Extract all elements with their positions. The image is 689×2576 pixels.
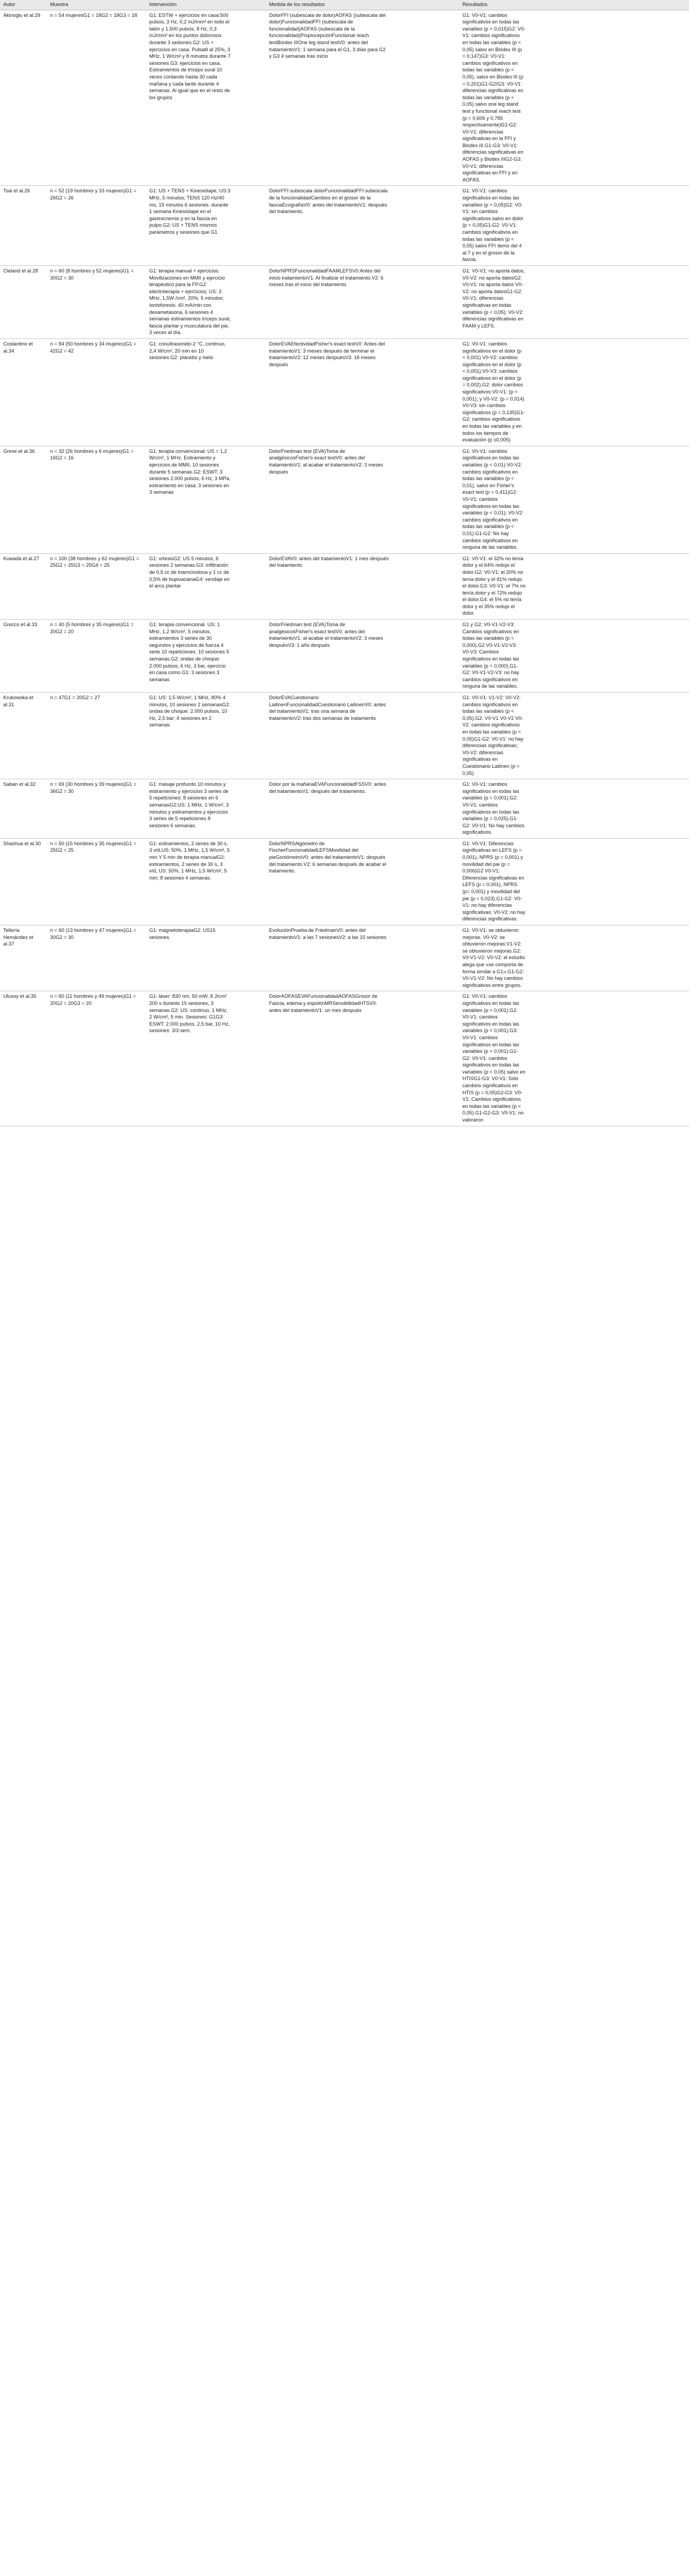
cell-medida <box>266 838 459 925</box>
cell-muestra <box>47 991 146 1126</box>
table-row <box>0 991 689 1126</box>
cell-muestra-text: n = 60 (13 hombres y 47 mujeres)G1 = 30G2 = 30 <box>50 928 137 940</box>
cell-medida-text: DolorEVAEfectividadFisher's exact testV0: Antes del tratamientoV1: 3 meses después de terminar el tratamientoV2: 12 meses despuésV3: 18 meses después <box>269 341 385 367</box>
cell-resultados <box>459 779 689 839</box>
cell-muestra <box>47 838 146 925</box>
cell-autor <box>0 446 47 553</box>
cell-autor-text: Ulusoy et al.35 <box>3 993 36 999</box>
table-row <box>0 265 689 338</box>
cell-intervencion-text: G1: terapia manual + ejercicios. Movilizaciones en MMII y ejercicio terapéutico para la FP.G2: electroterapia + ejercicios; US: 3 MHz, 1,5W /cm², 20%, 5 minutos; Iontoforesis: 40 mA/min con dexametasona, 6 sesiones 4 semanas estiramientos tríceps sural, fascia plantar y musculatura del pie, 3 veces al día. <box>149 268 231 336</box>
cell-medida <box>266 338 459 446</box>
cell-intervencion <box>146 265 266 338</box>
cell-autor-text: Kuwada et al.27 <box>3 555 39 561</box>
cell-intervencion-text: G1: US: 1,5 W/cm², 1 MHz, 80% 4 minutos, 10 sesiones 2 semanasG2: ondas de choque: 2.000 pulsos, 10 Hz, 2,5 bar; 4 sesiones en 2 semanas. <box>149 695 230 728</box>
cell-resultados <box>459 446 689 553</box>
cell-medida-text: DolorNPRSFuncionalidadFAAMLEFSV0:Antes del inicio tratamientoV1: Al finalizar el tratamiento.V2: 6 meses tras el inicio del tratamiento. <box>269 268 383 288</box>
cell-resultados-text: G1 y G2: V0-V1-V2-V3: Cambios significativos en todas las variables (p = 0,000).G2 V0-V1-V2-V3: V0-V3: Cambios significativos en todas las variables (p = 0,000).G1-G2: V0-V1-V2-V3: no hay cambios significativos en ninguna de las variables. <box>462 622 520 689</box>
cell-autor-text: Cleland et al.28 <box>3 268 38 274</box>
cell-muestra-text: n = 40 (5 hombres y 35 mujeres)G1 = 20G2 = 20 <box>50 622 134 634</box>
cell-medida-text: EvoluciónPrueba de FriedmanV0: antes del tratamientoV1: a las 7 sesionesV2: a las 15 sesiones <box>269 928 387 940</box>
cell-autor-text: Krukowska et al.31 <box>3 695 34 707</box>
table-row <box>0 838 689 925</box>
cell-intervencion <box>146 620 266 693</box>
cell-autor-text: Tellería Hernández et al.37 <box>3 928 34 947</box>
table-row <box>0 446 689 553</box>
cell-resultados-text: G1: V0-V1: cambios significativos en todas las variables (p = 0,001).G2: V0-V1: cambios significativos en todas las variables (p = 0,025).G1-G2: V0-V1: No hay cambios significativos. <box>462 781 525 835</box>
table-row <box>0 553 689 619</box>
cell-muestra <box>47 779 146 839</box>
cell-medida-text: DolorFFI (subescala de dolor)AOFAS (subescala del dolor)FuncionalidadFFI (subescala de funcionalidad)AOFAS (subescala de la funcionalidad)PropiocepciónFunctional reach testBiodex IIIOne leg stand testV0: antes del tratamientoV1: 1 semana para el G1, 3 días para G2 y G3 4 semanas tras inicio <box>269 12 386 59</box>
table-header <box>0 0 689 10</box>
cell-muestra <box>47 620 146 693</box>
cell-muestra-text: n = 32 (26 hombres y 6 mujeres)G1 = 16G2 = 16 <box>50 448 134 461</box>
header-row <box>0 0 689 10</box>
cell-muestra-text: n = 60 (11 hombres y 49 mujeres)G1 = 20G2 = 20G3 = 20 <box>50 993 136 1006</box>
cell-autor <box>0 779 47 839</box>
cell-intervencion-text: G1: crioultrasonido-2 °C, continuo, 2,4 W/cm², 20 min en 10 sesiones.G2: placebo y hielo <box>149 341 226 361</box>
cell-intervencion-text: G1: estiramientos, 2 series de 30 s, 3 v/d,US: 50%, 1 MHz, 1,5 W/cm², 5 min Y 5 min de terapia manualG2: estiramientos, 2 series de 30 s, 3 v/d, US: 50%, 1 MHz, 1,5 W/cm², 5 min; 8 sesiones 4 semanas. <box>149 840 230 881</box>
results-table <box>0 0 689 1126</box>
cell-muestra-text: n = 54 mujeresG1 = 18G2 = 18G3 = 18 <box>50 12 137 18</box>
table-row <box>0 779 689 839</box>
cell-muestra <box>47 338 146 446</box>
table-body <box>0 10 689 1126</box>
cell-resultados <box>459 693 689 779</box>
cell-resultados-text: G1: V0-V1: no aporta datos; V0-V2: no aporta datosG2: V0-V1: no aporta datos V0-V2: no aporta datosG1-G2: V0-V1: diferencias significativas en todas variables (p < 0,05); V0-V2: diferencias significativas en FAAM y LEFS. <box>462 268 525 329</box>
cell-intervencion-text: G1: US + TENS + Kinesiotape, US:3 MHz, 5 minutos; TENS 120 Hz/40 ms, 15 minutos 6 sesiones. durante 1 semana Kinesiotape en el gastrocnemio y en la fascia en pulpo.G2: US + TENS mismos parámetros y sesiones que G1 <box>149 188 230 235</box>
cell-autor-text: Akinoglu et al.29 <box>3 12 40 18</box>
cell-resultados-text: G1: V0-V1: cambios significativos en todas las variables (p < 0,015)G2: V0-V1: cambios significativos en todas las variables (p < 0,05) salvo en Biodex III (p = 0,147)G3: V0-V1: cambios significativos en todas las variables (p < 0,05), salvo en Biodex III (p = 0,201)G1-G2/G3: V0-V1: diferencias significativas en todas las variables (p < 0,05) salvo one leg stand test y functional reach test (p = 0,606 y 0,785 respectivamente)G1-G2: V0-V1: diferencias significativas en la FFI y Biodex III.G1-G3: V0-V1: diferencias significativas en AOFAS y Biodex IIIG2-G3: V0-V1: diferencias significativas en FFI y en AOFAS. <box>462 12 526 183</box>
cell-resultados-text: G1: V0-V1: cambios significativos en todas las variables (p < 0,01) V0-V2: cambios significativos en todas las variables (p < 0,01), salvo en Fisher's exact test (p = 0,411)G2: V0-V1: cambios significativos en todas las variables (p < 0,01); V0-V2: cambios significativos en todas las variables (p < 0,01).G1-G2: No hay cambios significativos en ninguna de las variables. <box>462 448 524 550</box>
cell-muestra <box>47 553 146 619</box>
cell-muestra <box>47 265 146 338</box>
cell-medida-text: DolorNPRSAlgómetro de FischerFuncionalidadLEFSMovilidad del pieGoniómetroV0: antes del tratamientoV1: después del tratamiento.V2: 6 semanas después de acabar el tratamiento. <box>269 840 387 874</box>
cell-medida <box>266 991 459 1126</box>
cell-medida-text: DolorAOFASEVAFuncionalidadAOFASGrosor de Fascia, edema y espolónMRSensibilidadHTSV0: antes del tratamientoV1: un mes después <box>269 993 377 1013</box>
cell-intervencion <box>146 779 266 839</box>
header-muestra: Muestra <box>47 0 146 10</box>
cell-muestra <box>47 446 146 553</box>
cell-muestra-text: n = 60 (8 hombres y 52 mujeres)G1 = 30G2 = 30 <box>50 268 134 281</box>
cell-intervencion <box>146 838 266 925</box>
cell-medida <box>266 265 459 338</box>
cell-resultados <box>459 991 689 1126</box>
table-row <box>0 925 689 991</box>
cell-intervencion-text: G1: terapia convencional. US: 1 MHz, 1,2 W/cm², 5 minutos, estiramientos 3 series de 30 segundos y ejercicios de fuerza 4 serie 10 repeticiones. 10 sesiones 5 semanas.G2: ondas de choque: 2.000 pulsos, 6 Hz, 3 bar, ejercicio en casa como G1: 3 sesiones 3 semanas <box>149 622 229 682</box>
cell-resultados <box>459 265 689 338</box>
table-row <box>0 620 689 693</box>
cell-autor <box>0 693 47 779</box>
cell-medida <box>266 779 459 839</box>
cell-medida-text: DolorEVAV0: antes del tratamientoV1: 1 mes después del tratamiento <box>269 555 389 568</box>
header-medida: Medida de los resultados <box>266 0 459 10</box>
cell-medida-text: DolorFFI subescala dolorFuncionalidadFFI subescala de la funcionalidadCambios en el grosor de la fasciaEcografíaV0: antes del tratamientoV1: después del tratamiento. <box>269 188 388 215</box>
cell-intervencion-text: G1: ortesisG2: US 5 minutos, 6 sesiones 2 semanas.G3: infiltración de 0,5 cc de triamcinolona y 1 cc de 0,5% de bupivacainaG4: vendaje en el arco plantar <box>149 555 230 589</box>
cell-muestra <box>47 10 146 186</box>
cell-autor <box>0 620 47 693</box>
cell-autor-text: Tsai et al.26 <box>3 188 31 194</box>
cell-resultados-text: G1: V0-V1: cambios significativos en todas las variables (p < 0,05)G2: V0-V1: sin cambios significativos salvo en dolor (p < 0,05)G1-G2: V0-V1: cambios significativos en todas las variables (p < 0,05) salvo FFI ítems del 4 al 7 y en el grosor de la fascia. <box>462 188 523 263</box>
cell-autor <box>0 265 47 338</box>
header-autor: Autor <box>0 0 47 10</box>
cell-intervencion <box>146 10 266 186</box>
cell-resultados-text: G1: V0-V1: Diferencias significativas en LEFS (p = 0,001), NPRS (p = 0,001) y movilidad del pie (p = 0,006)G2 V0-V1: Diferencias significativas en LEFS (p = 0,001), NPRS (p= 0,001) y movilidad del pie (p = 0,023).G1-G2: V0-V1: no hay diferencias significativas; V0-V2: no hay diferencias significativas. <box>462 840 526 922</box>
cell-medida <box>266 925 459 991</box>
cell-resultados <box>459 553 689 619</box>
cell-medida <box>266 693 459 779</box>
table-row <box>0 10 689 186</box>
cell-medida-text: DolorEVACuestionario LaitinenFuncionalidadCuestionario LaitinenV0: antes del tratamientoV1: tras una semana de tratamientoV2: tras dos semanas de tratamiento <box>269 695 386 721</box>
cell-autor <box>0 10 47 186</box>
cell-resultados <box>459 925 689 991</box>
cell-intervencion <box>146 991 266 1126</box>
cell-intervencion-text: G1: masaje profundo 10 minutos y estiramiento y ejercicios 3 series de 5 repeticiones; 8 sesiones en 6 semanasG2:US: 1 MHz, 1 W/cm², 3 minutos y estiramientos y ejercicios 3 series de 5 repeticiones 8 sesiones 6 semanas. <box>149 781 229 828</box>
cell-intervencion-text: G1: terapia convencional: US = 1,2 W/cm², 1 MHz. Estiramiento y ejercicios de MMII, 10 sesiones durante 5 semanas.G2: ESWT: 3 sesiones 2.000 pulsos, 6 Hz, 3 MPa, estiramiento en casa; 3 sesiones en 3 semanas <box>149 448 231 495</box>
cell-muestra <box>47 186 146 266</box>
cell-resultados-text: G1: V0-V1: el 32% no tenía dolor y el 64% redujo el dolor.G2: V0-V1: el 20% no tenía dolor y el 81% redujo el dolor.G3: V0-V1: el 7% no tenía dolor y el 72% redujo el dolor.G4: el 5% no tenía dolor y el 35% redujo el dolor. <box>462 555 526 616</box>
cell-intervencion <box>146 925 266 991</box>
cell-autor-text: Saban et al.32 <box>3 781 36 787</box>
cell-medida-text: Dolor por la mañanaEVAFuncionalidadFSSV0: antes del tratamientoV1: después del tratamiento. <box>269 781 386 794</box>
cell-autor-text: Shashua et al.30 <box>3 840 41 846</box>
cell-medida <box>266 10 459 186</box>
cell-resultados <box>459 10 689 186</box>
cell-intervencion <box>146 446 266 553</box>
cell-resultados-text: G1: V0-V1: cambios significativos en el dolor (p < 0,001) V0-V2: cambios significativos en el dolor (p < 0,001);V0-V3: cambios significativos en el dolor (p = 0,002).G2: dolor cambios significativos V0-V1: (p < 0,001); y V0-V2: (p = 0,014) V0-V3: sin cambios significativos (p = 0,135)G1-G2: cambios significativos en todas las variables y en todos los tiempos de evaluación (p ≤0,005) <box>462 341 525 443</box>
table-row <box>0 186 689 266</box>
cell-intervencion <box>146 693 266 779</box>
cell-autor <box>0 925 47 991</box>
cell-resultados <box>459 338 689 446</box>
cell-medida-text: DolorFriedman test (EVA)Toma de analgésicosFisher's exact testV0: antes del tratamientoV1: al acabar el tratamientoV2: 3 meses despuésV3: 1 año después <box>269 622 383 648</box>
cell-resultados <box>459 186 689 266</box>
cell-autor <box>0 553 47 619</box>
cell-intervencion-text: G1: láser: 830 nm, 50 mW, 8 J/cm² 200 s durante 15 sesiones, 3 semanas.G2: US: continuo, 1 MHz, 2 W/cm², 5 min. Sesiones: G1G3: ESWT: 2.000 pulsos, 2,5 bar, 10 Hz, sesiones: 3/3 sem. <box>149 993 230 1034</box>
cell-intervencion-text: G1: ESTW + ejercicios en casa:500 pulsos, 3 Hz, 0,2 mJ/mm² en todo el talón y 1.500 pulsos, 8 Hz, 0,3 mJ/mm² en los puntos dolorosos durante 3 sesiones.G2: US + ejercicios en casa. Pulsatil al 25%, 3 MHz, 1 W/cm² y 8 minutos durante 7 sesiones.G3: ejercicios en casa. Estiramientos de tríceps sural 10 veces contando hasta 30 cada mañana y cada tarde durante 4 semanas. Al igual que en el resto de los grupos <box>149 12 231 100</box>
cell-intervencion <box>146 553 266 619</box>
table-row <box>0 693 689 779</box>
cell-autor <box>0 338 47 446</box>
header-intervencion: Intervención <box>146 0 266 10</box>
table-row <box>0 338 689 446</box>
cell-resultados-text: G1: V0-V1: cambios significativos en todas las variables (p < 0,001).G2: V0-V1: cambios significativos en todas las variables (p < 0,001).G3: V0-V1: cambios significativos en todas las variables (p < 0,001).G1-G2: V0-V1: cambios significativos en todas las variables (p < 0,05) salvo en HTISG1-G3: V0-V1: Solo cambios significativos en HTIS (p = 0,05)G2-G3: V0-V1: Cambios significativos en todas las variables (p < 0,05).G1-G2-G3: V0-V1: no valoraron <box>462 993 526 1123</box>
cell-resultados <box>459 838 689 925</box>
cell-resultados-text: G1: V0-V1: se obtuvieron mejoras. V0-V2: se obtuvieron mejoras;V1-V2: se obtuvieron mejoras.G2: V0-V1-V2: V0-V2: el estudio alega que «se comporta de forma similar a G1».G1-G2: V0-V1-V2: No hay cambios significativos entre grupos. <box>462 928 525 988</box>
cell-muestra <box>47 925 146 991</box>
cell-muestra-text: n = 52 (19 hombres y 33 mujeres)G1 = 26G2 = 26 <box>50 188 137 201</box>
cell-medida <box>266 553 459 619</box>
cell-muestra-text: n = 100 (38 hombres y 62 mujeres)G1 = 25G2 = 25G3 = 25G4 = 25 <box>50 555 139 568</box>
cell-muestra-text: n = 50 (15 hombres y 35 mujeres)G1 = 25G2 = 25 <box>50 840 137 853</box>
header-resultados: Resultados <box>459 0 689 10</box>
cell-intervencion <box>146 186 266 266</box>
cell-resultados <box>459 620 689 693</box>
cell-autor-text: Greve et al.36 <box>3 448 35 454</box>
cell-medida <box>266 620 459 693</box>
cell-autor <box>0 186 47 266</box>
cell-autor <box>0 991 47 1126</box>
cell-muestra-text: n = 47G1 = 20G2 = 27 <box>50 695 100 700</box>
cell-autor <box>0 838 47 925</box>
cell-muestra-text: n = 69 (30 hombres y 39 mujeres)G1 = 36G2 = 30 <box>50 781 137 794</box>
cell-muestra <box>47 693 146 779</box>
cell-medida <box>266 186 459 266</box>
cell-muestra-text: n = 84 (50 hombres y 34 mujeres)G1 = 42G2 = 42 <box>50 341 137 354</box>
cell-autor-text: Costantino et al.34 <box>3 341 33 354</box>
cell-intervencion <box>146 338 266 446</box>
cell-intervencion-text: G1: magnetoterapiaG2: US15 sesiones. <box>149 928 216 940</box>
cell-medida-text: DolorFriedman test (EVA)Toma de analgésicosFisher's exact testV0: antes del tratamientoV1: al acabar el tratamientoV2: 3 meses después <box>269 448 383 475</box>
cell-resultados-text: G1: V0-V1: V1-V2: V0-V2: cambios significativos en todas las variables (p < 0,05).G2: V0-V1 V0-V2 V0-V2: cambios significativos en todas las variables (p < 0,05)G1-G2: V0-V1: no hay diferencias significativas; V0-V2: diferencias significativas en Cuestionario Laitinen (p < 0,05) <box>462 695 523 776</box>
cell-autor-text: Grecco et al.33 <box>3 622 38 628</box>
cell-medida <box>266 446 459 553</box>
